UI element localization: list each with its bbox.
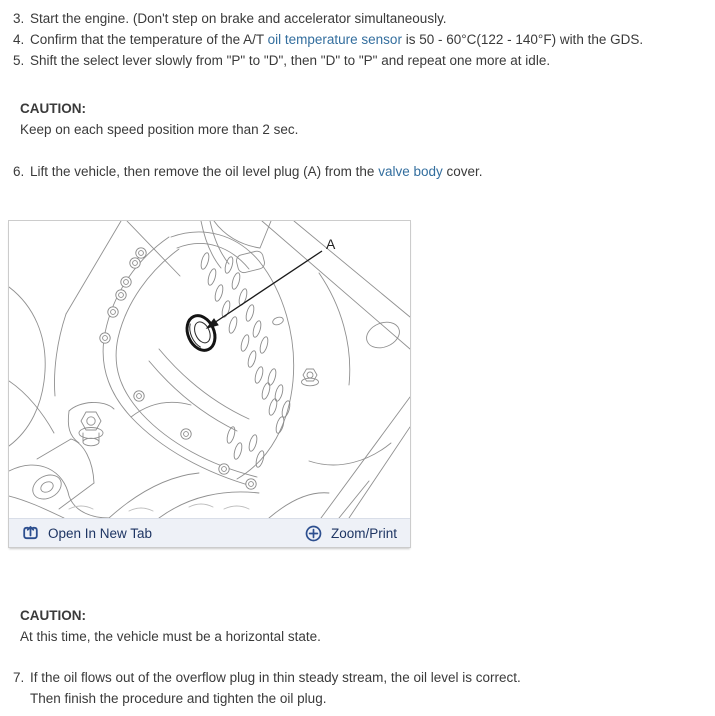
zoom-print-label: Zoom/Print: [330, 525, 397, 541]
valve-body-diagram: [9, 221, 410, 518]
caution-block-1: [20, 98, 705, 140]
open-in-new-tab-icon: [22, 525, 39, 541]
step-text-after: cover.: [442, 164, 483, 179]
step-number: 4.: [13, 32, 25, 47]
step-text: Shift the select lever slowly from "P" to "D", then "D" to "P" and repeat one more at idle.: [30, 53, 551, 68]
step-text-before: Lift the vehicle, then remove the oil level plug (A) from the: [30, 164, 379, 179]
figure-toolbar: [9, 518, 410, 547]
open-in-new-tab-button[interactable]: [22, 525, 152, 541]
step-text: [30, 667, 705, 709]
caution-text: Keep on each speed position more than 2 sec.: [20, 122, 299, 137]
caution-label: CAUTION:: [20, 608, 86, 623]
zoom-print-button[interactable]: [305, 525, 397, 542]
caution-text: At this time, the vehicle must be a horizontal state.: [20, 629, 321, 644]
step-text-line2: Then finish the procedure and tighten the oil plug.: [30, 691, 327, 706]
oil-temperature-sensor-link[interactable]: oil temperature sensor: [267, 32, 402, 47]
step-3: [13, 8, 705, 29]
step-text-after: is 50 - 60°C(122 - 140°F) with the GDS.: [401, 32, 644, 47]
step-5: [13, 50, 705, 71]
step-6: [13, 161, 705, 182]
caution-label: CAUTION:: [20, 101, 86, 116]
step-text: Start the engine. (Don't step on brake and accelerator simultaneously.: [30, 11, 447, 26]
open-in-new-tab-label: Open In New Tab: [48, 525, 153, 541]
circled-plus-icon: [305, 525, 322, 542]
step-4: [13, 29, 705, 50]
callout-label-A: A: [326, 236, 336, 252]
valve-body-link[interactable]: valve body: [378, 164, 443, 179]
step-7: [13, 667, 705, 709]
step-text-before: Confirm that the temperature of the A/T: [30, 32, 268, 47]
step-number: 5.: [13, 53, 25, 68]
figure-box: [8, 220, 411, 548]
caution-block-2: [20, 605, 705, 647]
step-text-line1: If the oil flows out of the overflow plug in thin steady stream, the oil level is correct.: [30, 670, 521, 685]
oil-level-plug: [182, 311, 220, 354]
step-number: 3.: [13, 11, 25, 26]
step-text: [30, 29, 705, 50]
step-number: 7.: [13, 670, 25, 685]
step-number: 6.: [13, 164, 25, 179]
step-text: [30, 161, 705, 182]
